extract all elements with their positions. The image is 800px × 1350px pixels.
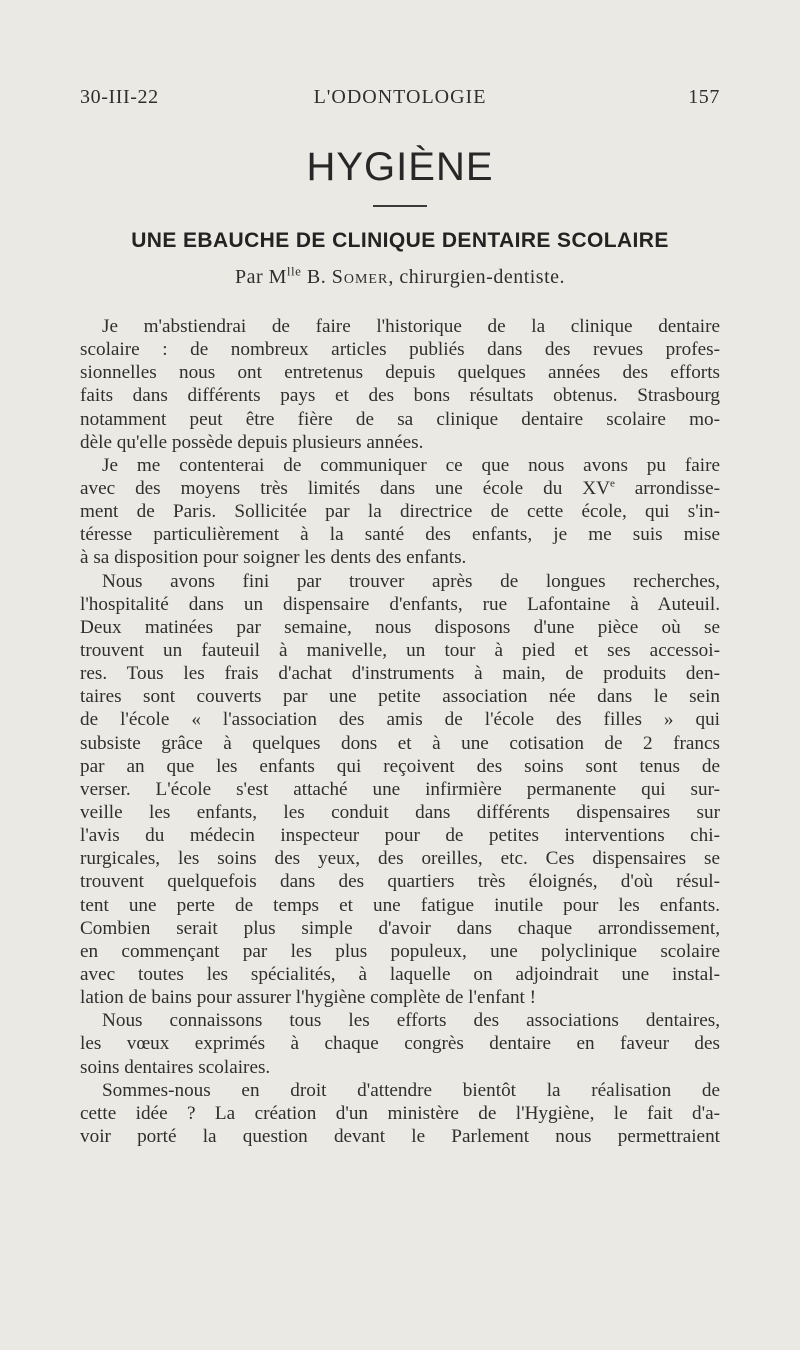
text-line: subsiste grâce à quelques dons et à une cotisation de 2 francs xyxy=(80,732,720,754)
text-line: trouvent un fauteuil à manivelle, un tour à pied et ses accessoi- xyxy=(80,639,720,661)
text-line: lation de bains pour assurer l'hygiène complète de l'enfant ! xyxy=(80,987,537,1009)
byline xyxy=(0,263,800,289)
text-line-part: avec des moyens très limités dans une école du XV xyxy=(80,477,610,499)
byline-suffix: , chirurgien-dentiste. xyxy=(388,266,566,288)
text-line: en commençant par les plus populeux, une polyclinique scolaire xyxy=(80,940,720,962)
text-line: Combien serait plus simple d'avoir dans chaque arrondissement, xyxy=(80,917,720,939)
text-line: Nous connaissons tous les efforts des associations dentaires, xyxy=(102,1010,720,1032)
journal-name: L'ODONTOLOGIE xyxy=(313,86,487,108)
text-line: scolaire : de nombreux articles publiés dans des revues profes- xyxy=(80,339,720,361)
text-line: sionnelles nous ont entretenus depuis quelques années des efforts xyxy=(80,362,720,384)
text-line: trouvent quelquefois dans des quartiers très éloignés, d'où résul- xyxy=(80,871,720,893)
text-line: Deux matinées par semaine, nous disposons d'une pièce où se xyxy=(80,616,720,638)
text-line: avec toutes les spécialités, à laquelle on adjoindrait une instal- xyxy=(80,963,720,985)
text-line: cette idée ? La création d'un ministère de l'Hygiène, le fait d'a- xyxy=(80,1102,720,1124)
text-line: tent une perte de temps et une fatigue inutile pour les enfants. xyxy=(80,894,720,916)
byline-title-sup: lle xyxy=(286,263,302,279)
text-line: de l'école « l'association des amis de l'école des filles » qui xyxy=(80,709,720,731)
text-line: l'hospitalité dans un dispensaire d'enfants, rue Lafontaine à Auteuil. xyxy=(80,593,720,615)
text-line: dèle qu'elle possède depuis plusieurs années. xyxy=(80,431,424,453)
text-line: rurgicales, les soins des yeux, des oreilles, etc. Ces dispensaires se xyxy=(80,848,720,870)
text-line: notamment peut être fière de sa clinique dentaire scolaire mo- xyxy=(80,408,720,430)
text-line: verser. L'école s'est attaché une infirmière permanente qui sur- xyxy=(80,778,720,800)
byline-initial: B. xyxy=(301,266,332,288)
title-divider xyxy=(373,205,427,207)
text-line: taires sont couverts par une petite association née dans le sein xyxy=(80,686,720,708)
text-line: voir porté la question devant le Parlement nous permettraient xyxy=(80,1125,720,1147)
century-sup: e xyxy=(609,477,615,490)
article-body xyxy=(80,315,720,1148)
text-line: soins dentaires scolaires. xyxy=(80,1056,271,1078)
text-line-part: arrondisse- xyxy=(614,477,720,499)
issue-date: 30-III-22 xyxy=(80,86,159,108)
byline-prefix: Par M xyxy=(234,266,287,288)
text-line: l'avis du médecin inspecteur pour de petites interventions chi- xyxy=(80,825,720,847)
text-line: res. Tous les frais d'achat d'instruments à main, de produits den- xyxy=(80,663,720,685)
text-line: faits dans différents pays et des bons résultats obtenus. Strasbourg xyxy=(80,385,720,407)
text-line: Je m'abstiendrai de faire l'historique de la clinique dentaire xyxy=(102,316,720,337)
text-line: ment de Paris. Sollicitée par la directrice de cette école, qui s'in- xyxy=(80,501,720,523)
text-line xyxy=(80,477,720,500)
text-line: veille les enfants, les conduit dans différents dispensaires sur xyxy=(80,801,720,823)
text-line: par an que les enfants qui reçoivent des soins sont tenus de xyxy=(80,755,720,777)
text-line: Je me contenterai de communiquer ce que nous avons pu faire xyxy=(102,454,720,476)
page-number: 157 xyxy=(688,86,720,108)
text-line: téresse particulièrement à la santé des enfants, je me suis mise xyxy=(80,524,720,546)
section-title: HYGIÈNE xyxy=(306,145,494,189)
running-header xyxy=(80,86,720,112)
text-line: à sa disposition pour soigner les dents des enfants. xyxy=(80,547,467,569)
article-title: UNE EBAUCHE DE CLINIQUE DENTAIRE SCOLAIRE xyxy=(131,229,669,252)
text-line: les vœux exprimés à chaque congrès dentaire en faveur des xyxy=(80,1033,720,1055)
text-line: Sommes-nous en droit d'attendre bientôt la réalisation de xyxy=(102,1079,720,1101)
author-name: Somer xyxy=(331,266,389,288)
text-line: Nous avons fini par trouver après de longues recherches, xyxy=(102,570,720,592)
